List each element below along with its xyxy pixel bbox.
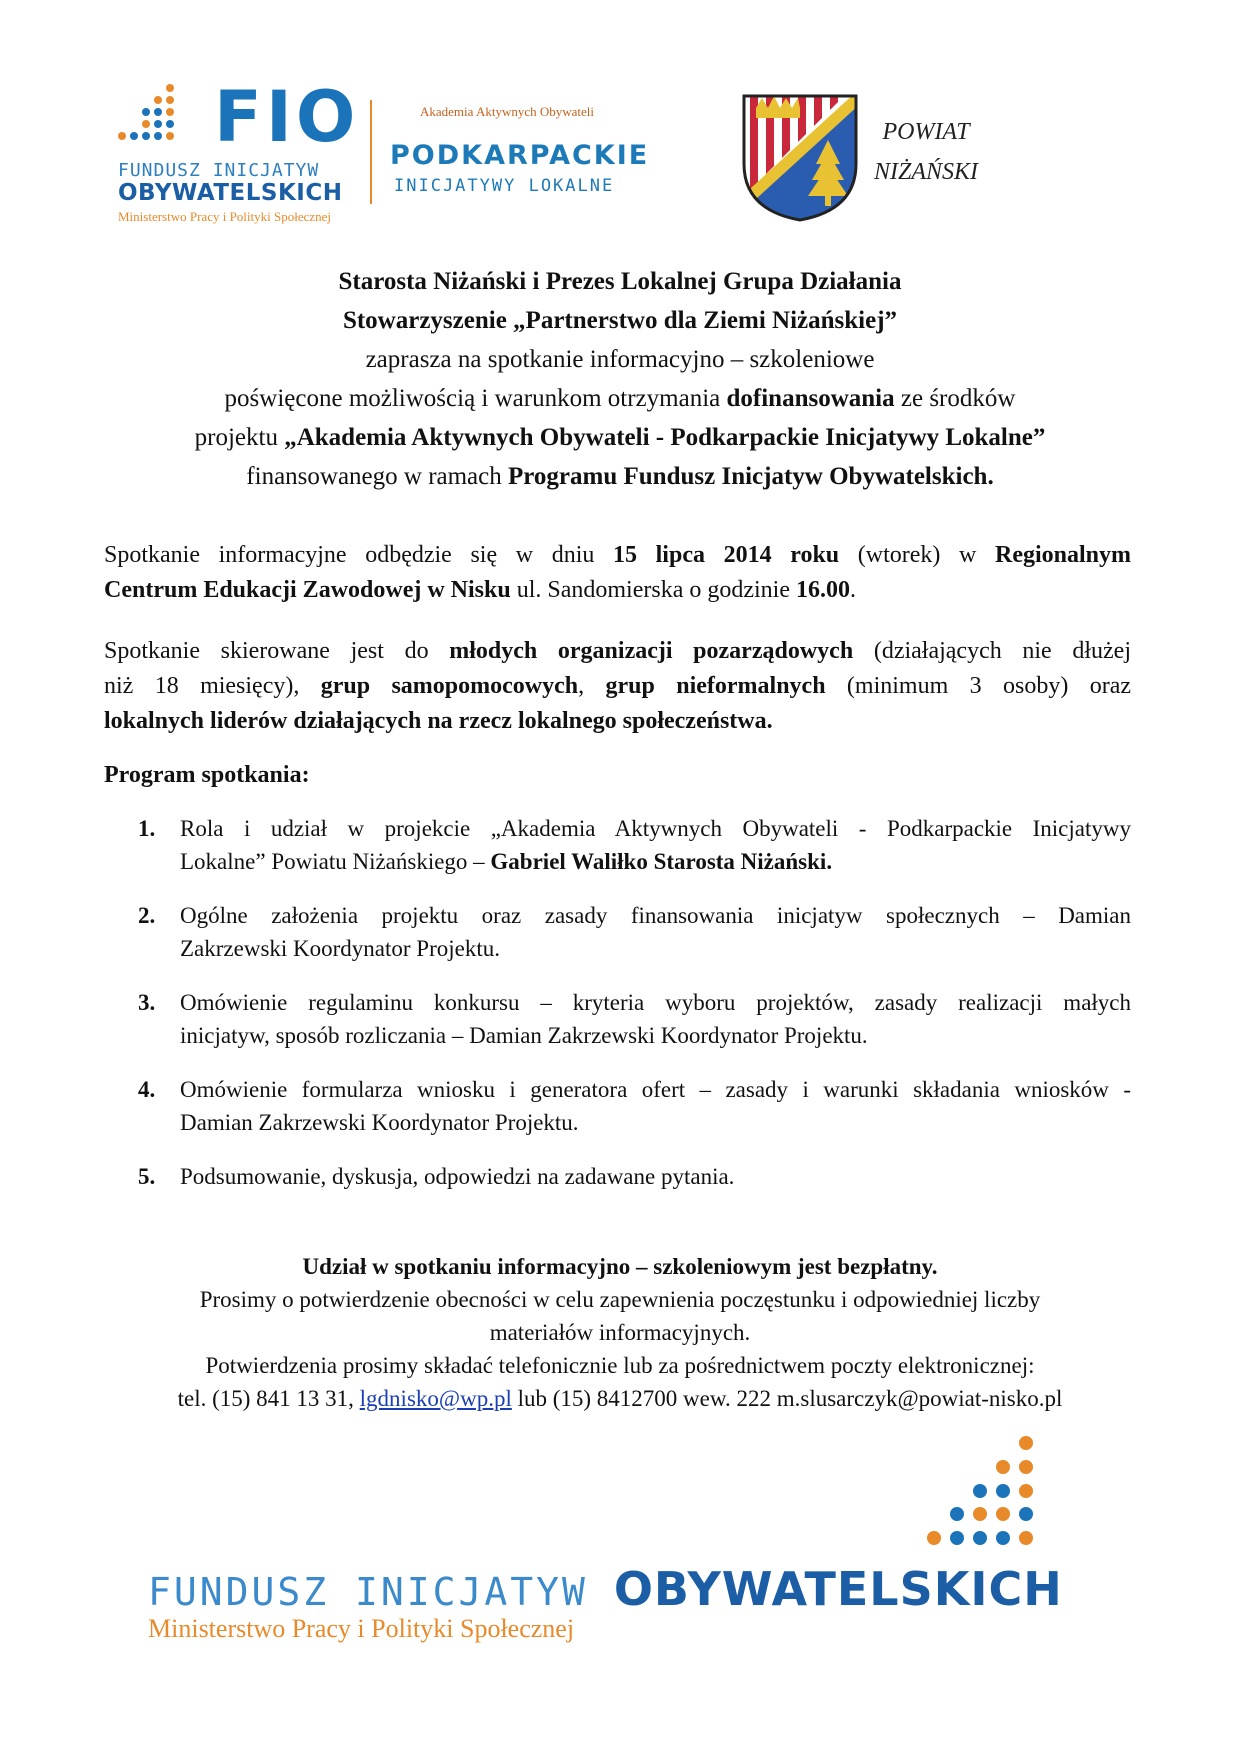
- confirm-line2: materiałów informacyjnych.: [489, 1320, 751, 1345]
- fio-dots-icon: [118, 82, 178, 144]
- intro-line5: projektu „Akademia Aktywnych Obywateli - Podkarpackie Inicjatywy Lokalne”: [194, 424, 1046, 451]
- bottom-name1: FUNDUSZ INICJATYW: [148, 1570, 614, 1614]
- intro-block: [90, 262, 1150, 496]
- fio-mark: FIO: [214, 76, 360, 158]
- fio-ministry: Ministerstwo Pracy i Polityki Społecznej: [118, 209, 332, 224]
- powiat-name: [862, 112, 990, 192]
- bottom-ministry: Ministerstwo Pracy i Polityki Społecznej: [148, 1614, 575, 1643]
- program-list: [138, 812, 1131, 1214]
- intro-line6: finansowanego w ramach Programu Fundusz Inicjatyw Obywatelskich.: [246, 463, 994, 490]
- bottom-name2: OBYWATELSKICH: [613, 1562, 1063, 1616]
- powiat-line1: POWIAT: [882, 119, 970, 145]
- fio-dots-icon: [920, 1434, 1036, 1554]
- bottom-brand: [148, 1562, 1063, 1616]
- list-item: 4. Omówienie formularza wniosku i generatora ofert – zasady i warunki składania wniosków - Damian Zakrzewski Koordynator Projektu.: [138, 1077, 1131, 1135]
- fio-name-line1: FUNDUSZ INICJATYW: [118, 160, 320, 181]
- powiat-crest-icon: [740, 92, 860, 224]
- audience-paragraph: Spotkanie skierowane jest do młodych organizacji pozarządowych (działających nie dłużej niż 18 miesięcy), grup samopomocowych, grup nieformalnych (minimum 3 osoby) oraz lokalnych liderów działających na rzecz lokalnego społeczeństwa.: [104, 638, 1132, 734]
- meeting-paragraph: Spotkanie informacyjne odbędzie się w dniu 15 lipca 2014 roku (wtorek) w Regionalnym Centrum Edukacji Zawodowej w Nisku ul. Sandomierska o godzinie 16.00.: [104, 542, 1132, 603]
- fio-name-line2: OBYWATELSKICH: [118, 180, 343, 206]
- list-item: 3. Omówienie regulaminu konkursu – kryteria wyboru projektów, zasady realizacji małych inicjatyw, sposób rozliczania – Damian Zakrzewski Koordynator Projektu.: [138, 990, 1131, 1048]
- free-note: Udział w spotkaniu informacyjno – szkoleniowym jest bezpłatny.: [302, 1254, 938, 1279]
- intro-line4: poświęcone możliwością i warunkom otrzymania dofinansowania ze środków: [224, 385, 1016, 412]
- logo-divider: [370, 100, 372, 204]
- list-item: 2. Ogólne założenia projektu oraz zasady finansowania inicjatyw społecznych – Damian Zakrzewski Koordynator Projektu.: [138, 903, 1131, 961]
- confirm-line3: Potwierdzenia prosimy składać telefonicznie lub za pośrednictwem poczty elektronicznej:: [205, 1353, 1035, 1378]
- list-item: 1. Rola i udział w projekcie „Akademia Aktywnych Obywateli - Podkarpackie Inicjatywy Lokalne” Powiatu Niżańskiego – Gabriel Waliłko Starosta Niżański.: [138, 816, 1131, 874]
- powiat-line2: NIŻAŃSKI: [873, 159, 978, 185]
- email-link[interactable]: lgdnisko@wp.pl: [359, 1386, 512, 1411]
- intro-line1: Starosta Niżański i Prezes Lokalnej Grupa Działania: [338, 268, 902, 295]
- fio-logo: [118, 76, 360, 230]
- akademia-caption: Akademia Aktywnych Obywateli: [420, 104, 595, 119]
- akademia-logo: [386, 104, 656, 204]
- akademia-sub: INICJATYWY LOKALNE: [394, 176, 615, 196]
- intro-line3: zaprasza na spotkanie informacyjno – szkoleniowe: [365, 346, 875, 373]
- program-title: Program spotkania:: [104, 762, 310, 788]
- akademia-main: PODKARPACKIE: [390, 140, 650, 171]
- contact-line: tel. (15) 841 13 31, lgdnisko@wp.pl lub (15) 8412700 wew. 222 m.slusarczyk@powiat-nisko.pl: [177, 1386, 1063, 1411]
- list-item: 5. Podsumowanie, dyskusja, odpowiedzi na zadawane pytania.: [138, 1164, 735, 1189]
- intro-line2: Stowarzyszenie „Partnerstwo dla Ziemi Niżańskiej”: [342, 307, 898, 334]
- footer-block: [90, 1250, 1150, 1415]
- confirm-line1: Prosimy o potwierdzenie obecności w celu zapewnienia poczęstunku i odpowiedniej liczby: [199, 1287, 1041, 1312]
